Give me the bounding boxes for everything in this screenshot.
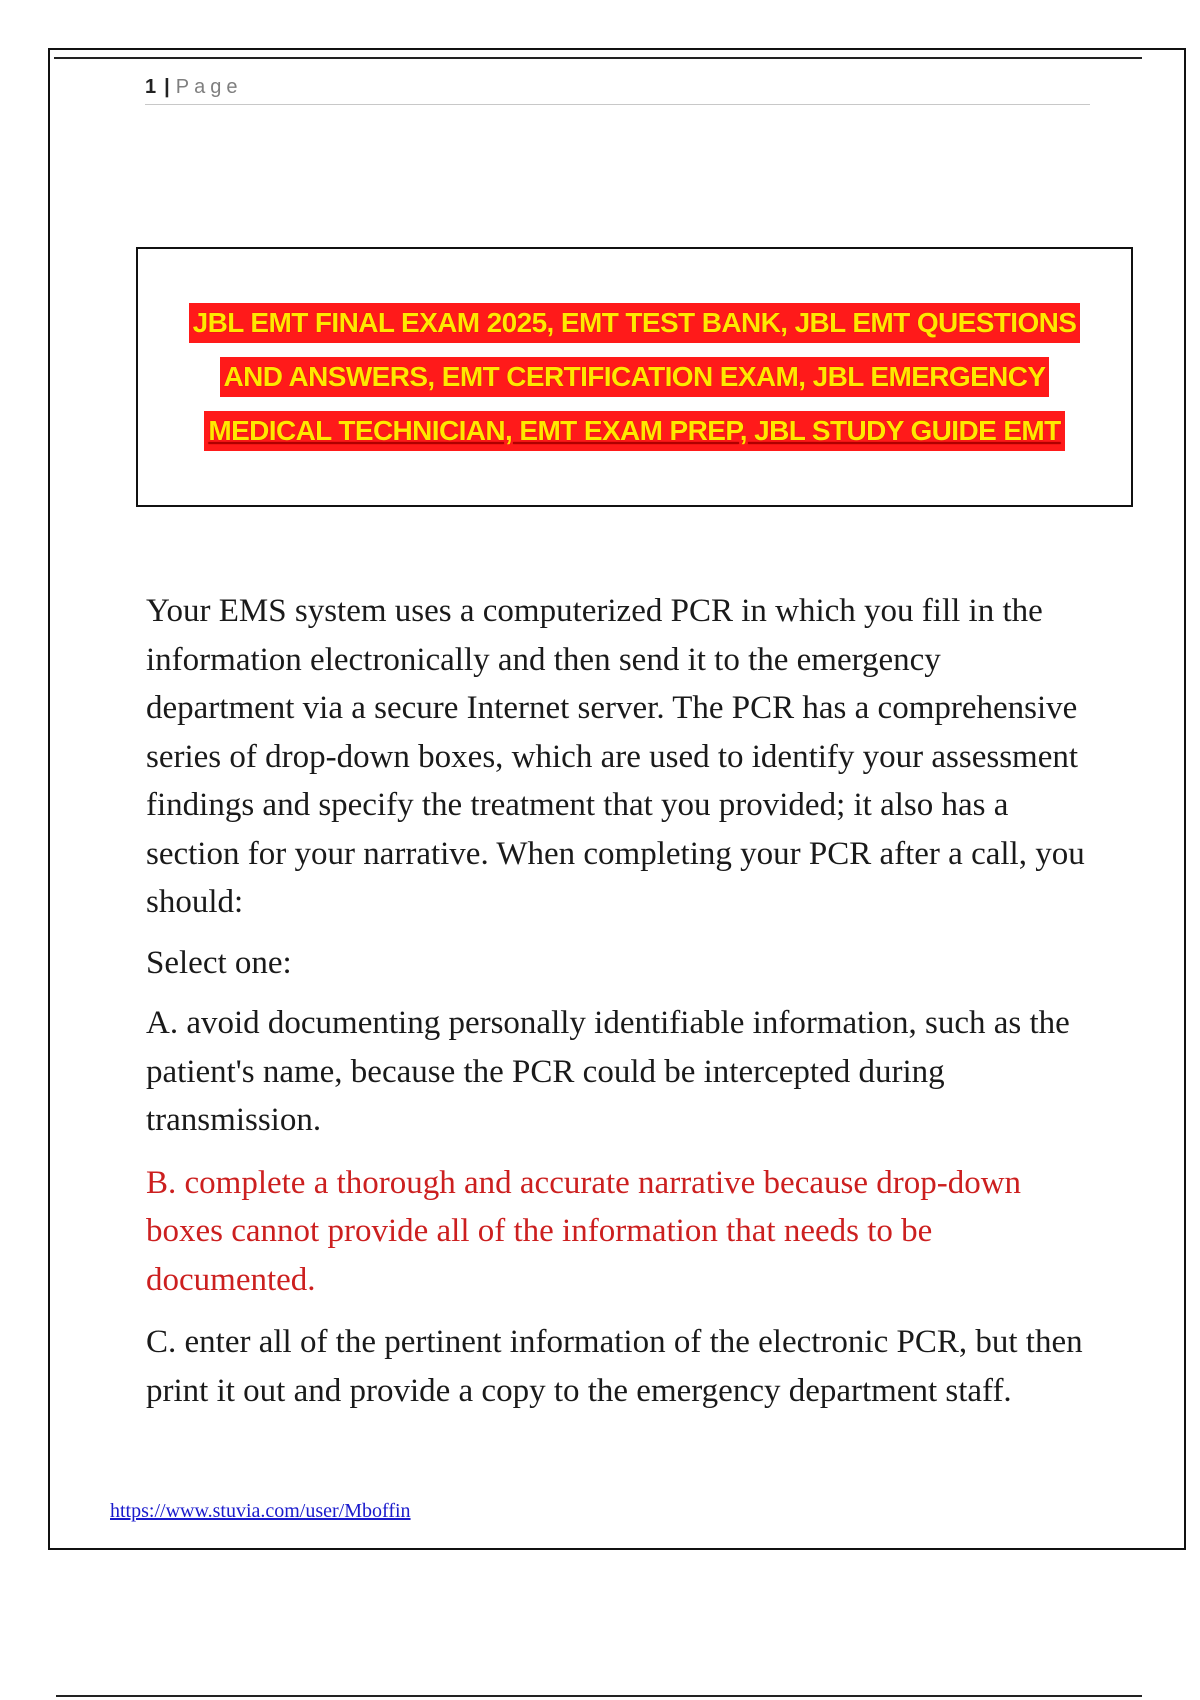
option-a: A. avoid documenting personally identifiable information, such as the patient's name, because the PCR could be intercepted during transmission. [146,1005,1070,1138]
title-line-3: MEDICAL TECHNICIAN, EMT EXAM PREP, JBL STUDY GUIDE EMT [204,411,1064,451]
top-rule [54,57,1142,59]
title-line-1: JBL EMT FINAL EXAM 2025, EMT TEST BANK, JBL EMT QUESTIONS [189,303,1081,343]
title-line-2: AND ANSWERS, EMT CERTIFICATION EXAM, JBL EMERGENCY [220,357,1050,397]
stuvia-user-link[interactable]: https://www.stuvia.com/user/Mboffin [110,1500,411,1522]
question-text: Your EMS system uses a computerized PCR in which you fill in the information electronically and then send it to the emergency department via a secure Internet server. The PCR has a comprehensive series of drop-down boxes, which are used to identify your assessment findings and specify the treatment that you provided; it also has a section for your narrative. When completing your PCR after a call, you should: [146,593,1085,920]
page-number: 1 [145,76,157,98]
page-header [145,74,1090,105]
select-one-instruction: Select one: [146,944,292,981]
page-label: Page [175,76,243,98]
title-box [136,247,1133,507]
page-separator: | [164,76,170,98]
option-c: C. enter all of the pertinent information of the electronic PCR, but then print it out and provide a copy to the emergency department staff. [146,1324,1083,1409]
bottom-rule [56,1695,1142,1697]
question-content [146,587,1096,1429]
option-b-correct: B. complete a thorough and accurate narrative because drop-down boxes cannot provide all of the information that needs to be documented. [146,1164,1022,1298]
